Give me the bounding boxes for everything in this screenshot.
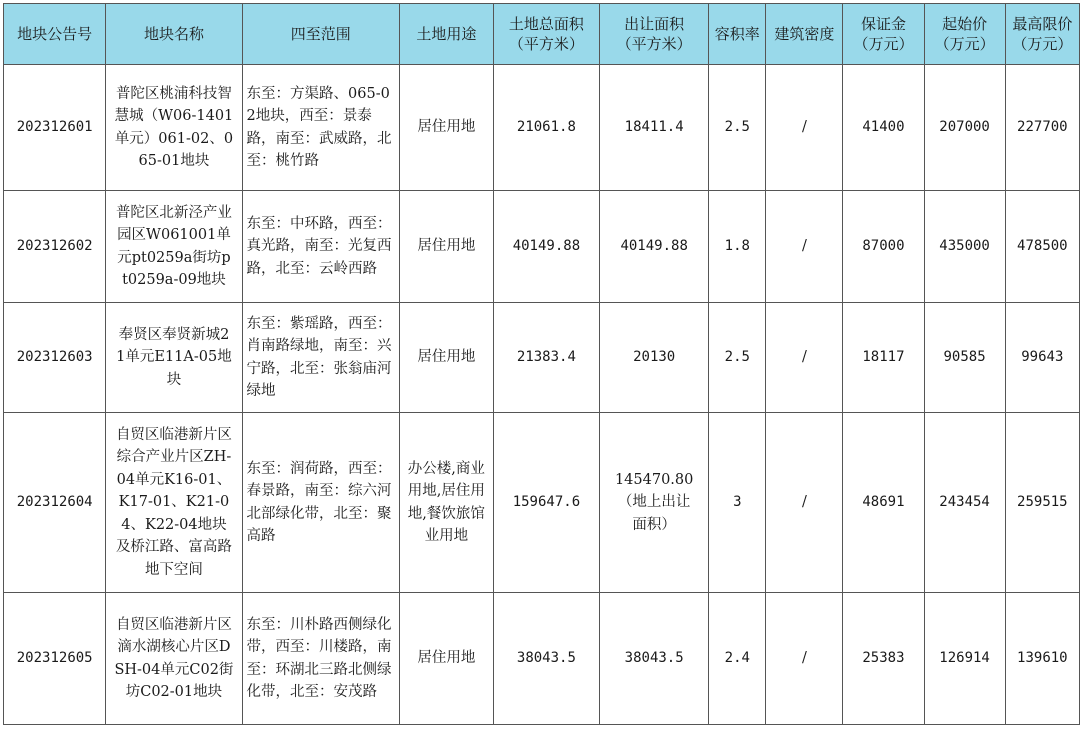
total-area-cell: 21061.8 — [493, 65, 600, 191]
col-start-price-header — [924, 4, 1005, 65]
header-label: 最高限价 — [1012, 15, 1073, 33]
boundaries-cell: 东至：润荷路，西至：春景路，南至：综六河北部绿化带，北至：聚高路 — [242, 413, 400, 593]
table-header — [4, 4, 1080, 65]
table-row — [4, 303, 1080, 413]
total-area-cell: 40149.88 — [493, 191, 600, 303]
col-land-use-header — [400, 4, 494, 65]
transfer-area-cell: 38043.5 — [600, 593, 709, 725]
header-label: 出让面积 — [624, 15, 685, 33]
start-price-cell: 90585 — [924, 303, 1005, 413]
max-price-cell: 259515 — [1005, 413, 1079, 593]
col-notice-id-header — [4, 4, 106, 65]
boundaries-cell: 东至：中环路，西至：真光路，南至：光复西路，北至：云岭西路 — [242, 191, 400, 303]
header-label: 建筑密度 — [774, 25, 835, 43]
header-label: （万元） — [1012, 35, 1073, 53]
boundaries-cell: 东至：方渠路、065-02地块，西至：景泰路，南至：武威路，北至：桃竹路 — [242, 65, 400, 191]
land-use-cell: 居住用地 — [400, 593, 494, 725]
transfer-area-cell: 40149.88 — [600, 191, 709, 303]
notice-id-cell: 202312603 — [4, 303, 106, 413]
transfer-area-cell: 20130 — [600, 303, 709, 413]
deposit-cell: 87000 — [843, 191, 924, 303]
density-cell: / — [766, 593, 843, 725]
col-max-price-header — [1005, 4, 1079, 65]
header-label: 土地用途 — [416, 25, 477, 43]
table-row — [4, 413, 1080, 593]
notice-id-cell: 202312604 — [4, 413, 106, 593]
total-area-cell: 38043.5 — [493, 593, 600, 725]
header-label: 起始价 — [942, 15, 988, 33]
land-auction-table — [3, 3, 1080, 725]
header-label: 保证金 — [860, 15, 906, 33]
col-transfer-area-header — [600, 4, 709, 65]
plot-name-cell: 奉贤区奉贤新城21单元E11A-05地块 — [106, 303, 242, 413]
boundaries-cell: 东至：紫瑶路，西至：肖南路绿地，南至：兴宁路，北至：张翁庙河绿地 — [242, 303, 400, 413]
header-label: （平方米） — [616, 35, 692, 53]
header-row — [4, 4, 1080, 65]
table-body — [4, 65, 1080, 725]
deposit-cell: 48691 — [843, 413, 924, 593]
max-price-cell: 478500 — [1005, 191, 1079, 303]
transfer-area-cell: 18411.4 — [600, 65, 709, 191]
land-use-cell: 居住用地 — [400, 65, 494, 191]
col-total-area-header — [493, 4, 600, 65]
notice-id-cell: 202312601 — [4, 65, 106, 191]
plot-name-cell: 自贸区临港新片区综合产业片区ZH-04单元K16-01、K17-01、K21-04、K22-04地块及桥江路、富高路地下空间 — [106, 413, 242, 593]
max-price-cell: 227700 — [1005, 65, 1079, 191]
col-boundaries-header — [242, 4, 400, 65]
land-use-cell: 办公楼,商业用地,居住用地,餐饮旅馆业用地 — [400, 413, 494, 593]
transfer-area-cell: 145470.80（地上出让面积） — [600, 413, 709, 593]
far-cell: 3 — [709, 413, 766, 593]
plot-name-cell: 普陀区桃浦科技智慧城（W06-1401单元）061-02、065-01地块 — [106, 65, 242, 191]
deposit-cell: 25383 — [843, 593, 924, 725]
col-plot-name-header — [106, 4, 242, 65]
total-area-cell: 159647.6 — [493, 413, 600, 593]
deposit-cell: 18117 — [843, 303, 924, 413]
header-label: 四至范围 — [290, 25, 351, 43]
col-density-header — [766, 4, 843, 65]
table-row — [4, 65, 1080, 191]
density-cell: / — [766, 413, 843, 593]
header-label: 容积率 — [714, 25, 760, 43]
header-label: 地块名称 — [143, 25, 204, 43]
far-cell: 2.5 — [709, 65, 766, 191]
density-cell: / — [766, 191, 843, 303]
header-label: （万元） — [934, 35, 995, 53]
plot-name-cell: 自贸区临港新片区滴水湖核心片区DSH-04单元C02街坊C02-01地块 — [106, 593, 242, 725]
total-area-cell: 21383.4 — [493, 303, 600, 413]
far-cell: 2.4 — [709, 593, 766, 725]
notice-id-cell: 202312602 — [4, 191, 106, 303]
max-price-cell: 99643 — [1005, 303, 1079, 413]
land-use-cell: 居住用地 — [400, 191, 494, 303]
header-label: 土地总面积 — [508, 15, 584, 33]
density-cell: / — [766, 65, 843, 191]
table-row — [4, 593, 1080, 725]
header-label: 地块公告号 — [17, 25, 93, 43]
land-use-cell: 居住用地 — [400, 303, 494, 413]
notice-id-cell: 202312605 — [4, 593, 106, 725]
table-row — [4, 191, 1080, 303]
start-price-cell: 126914 — [924, 593, 1005, 725]
col-far-header — [709, 4, 766, 65]
density-cell: / — [766, 303, 843, 413]
boundaries-cell: 东至：川朴路西侧绿化带，西至：川楼路，南至：环湖北三路北侧绿化带，北至：安茂路 — [242, 593, 400, 725]
start-price-cell: 243454 — [924, 413, 1005, 593]
max-price-cell: 139610 — [1005, 593, 1079, 725]
far-cell: 2.5 — [709, 303, 766, 413]
deposit-cell: 41400 — [843, 65, 924, 191]
start-price-cell: 435000 — [924, 191, 1005, 303]
far-cell: 1.8 — [709, 191, 766, 303]
col-deposit-header — [843, 4, 924, 65]
plot-name-cell: 普陀区北新泾产业园区W061001单元pt0259a街坊pt0259a-09地块 — [106, 191, 242, 303]
header-label: （平方米） — [508, 35, 584, 53]
header-label: （万元） — [853, 35, 914, 53]
start-price-cell: 207000 — [924, 65, 1005, 191]
